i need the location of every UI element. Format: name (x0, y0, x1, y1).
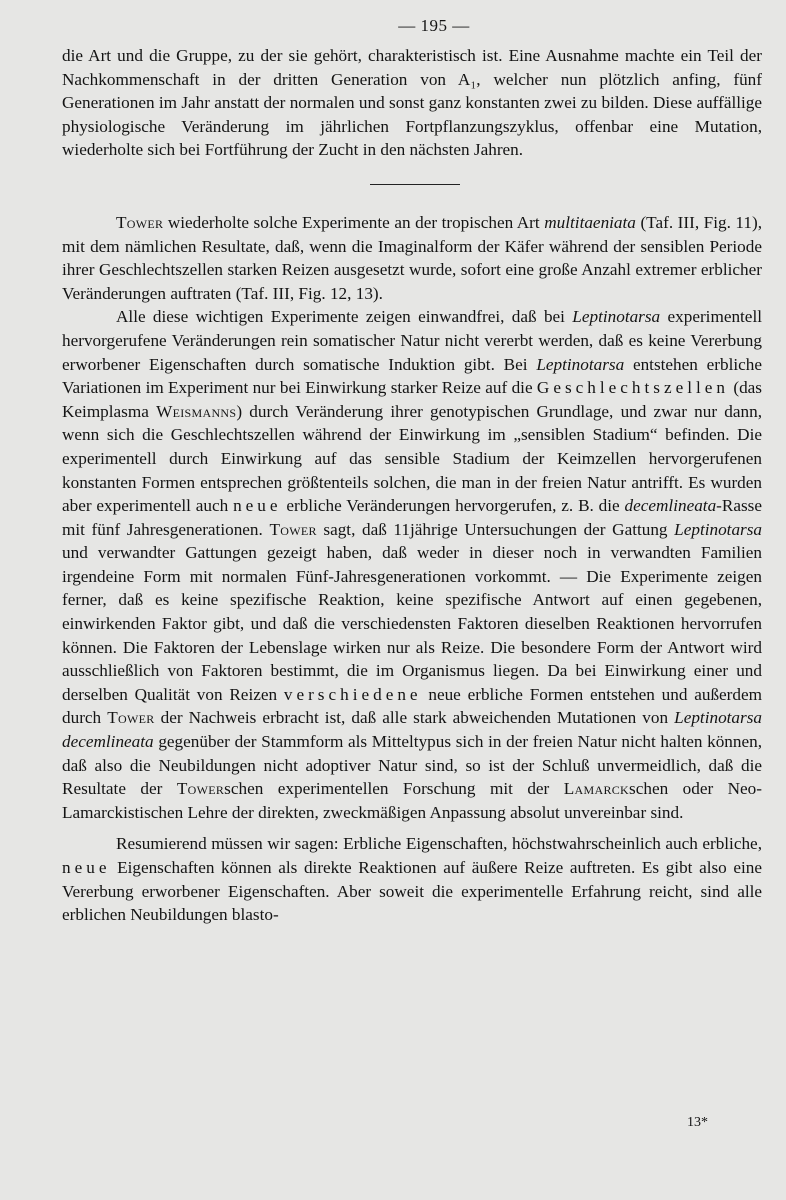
text-run: Alle diese wichtigen Experimente zeigen einwandfrei, daß bei (116, 307, 573, 327)
page-number: — 195 — (398, 16, 470, 35)
author-name: Tower (107, 708, 155, 728)
text-run: erbliche Veränderungen hervorgerufen, z. B. die (281, 496, 625, 516)
author-name: Tower (269, 519, 317, 539)
emphasis-spaced: neue (233, 496, 282, 516)
text-run: gegenüber der Stammform als Mitteltypus sich in der freien Natur nicht halten können, daß also die Neubildungen nicht adoptiver Natur sind, so ist der Schluß unvermeidlich, daß die Resultate der (62, 732, 762, 799)
species-name: decemlineata (624, 496, 717, 516)
author-name: Lamarck (563, 779, 630, 799)
signature-mark: 13* (687, 1115, 708, 1130)
text-run: und verwandter Gattungen gezeigt haben, daß weder in dieser noch in verwandten Familien irgendeine Form mit normalen Fünf-Jahresgenerationen vorkommt. — Die Experimente zeigen ferner, daß es keine spezifische Reaktion, keine spezifische Antwort auf einen gegebenen, einwirkenden Faktor gibt, und daß die verschiedensten Faktoren dieselben Reaktionen hervorrufen können. Die Faktoren der Lebenslage wirken nur als Reize. Die besondere Form der Antwort wird ausschließlich von Faktoren bestimmt, die im Organismus liegen. Da bei Einwirkung einer und derselben Qualität von Reizen (62, 543, 762, 704)
species-name: Leptinotarsa decemlineata (62, 708, 762, 752)
text-run: schen experimentellen Forschung mit der (224, 779, 564, 799)
paragraph-summary (62, 832, 762, 926)
text-run: neue erbliche Formen entstehen und außerdem durch (62, 684, 762, 728)
text-run: ) durch Veränderung ihrer genotypischen Grundlage, und zwar nur dann, wenn sich die Geschlechtszellen während der Einwirkung im „sensiblen Stadium“ befinden. Die experimentell durch Einwirkung auf das sensible Stadium der Keimzellen hervorgerufenen konstanten Formen entsprechen größtenteils solchen, die man in der freien Natur antrifft. Es wurden aber experimentell auch (62, 401, 762, 516)
text-run: schen oder Neo-Lamarckistischen Lehre der direkten, zweckmäßigen Anpassung absolut unvereinbar sind. (62, 779, 762, 822)
genus-name: Leptinotarsa (572, 307, 661, 327)
genus-name: Leptinotarsa (536, 354, 625, 374)
text-run: Resumierend müssen wir sagen: Erbliche Eigenschaften, höchstwahrscheinlich auch erbliche, (116, 834, 762, 854)
emphasis-spaced: Geschlechtszellen (536, 378, 729, 398)
text-run: experimentell hervorgerufene Veränderungen rein somatischer Natur nicht vererbt werden, daß es keine Vererbung erworbener Eigenschaften durch somatische Induktion gibt. Bei (62, 307, 762, 374)
author-name: Weismanns (156, 401, 237, 421)
text-run: wiederholte solche Experimente an der tropischen Art (163, 212, 545, 232)
genus-name: Leptinotarsa (674, 519, 763, 539)
text-run: -Rasse mit fünf Jahresgenerationen. (62, 496, 762, 539)
author-name: Tower (176, 779, 225, 799)
author-name: Tower (116, 212, 164, 232)
emphasis-spaced: neue (62, 858, 111, 877)
text-run: sagt, daß 11jährige Untersuchungen der Gattung (316, 519, 675, 539)
text-run: Eigenschaften können als direkte Reaktionen auf äußere Reize auftreten. Es gibt also eine Vererbung erworbener Eigenschaften. Aber soweit die experimentelle Erfahrung reicht, sind alle erblichen Neubildungen blasto- (62, 858, 762, 925)
text-run: (das Keimplasma (62, 378, 762, 421)
emphasis-spaced: verschiedene (283, 684, 422, 704)
paragraph-continuation: die Art und die Gruppe, zu der sie gehört, charakteristisch ist. Eine Ausnahme machte ein Teil der Nachkommenschaft in der dritten Generation von A₁, welcher nun plötzlich anfing, fünf Generationen im Jahr anstatt der normalen und sonst ganz konstanten zwei zu bilden. Diese auffällige physiologische Veränderung im jährlichen Fortpflanzungszyklus, offenbar eine Mutation, wiederholte sich bei Fortführung der Zucht in den nächsten Jahren. (62, 46, 762, 160)
species-name: multitaeniata (544, 212, 636, 232)
section-separator (370, 184, 460, 185)
text-run: entstehen erbliche Variationen im Experiment nur bei Einwirkung starker Reize auf die (62, 354, 762, 398)
paragraph-conclusions (62, 305, 762, 824)
text-run: (Taf. III, Fig. 11), mit dem nämlichen Resultate, daß, wenn die Imaginalform der Käfer während der sensiblen Periode ihrer Geschlechtszellen starken Reizen ausgesetzt wurde, sofort eine große Anzahl extremer erblicher Veränderungen auftraten (Taf. III, Fig. 12, 13). (62, 212, 763, 303)
paragraph-tower-experiments (62, 211, 762, 305)
text-run: der Nachweis erbracht ist, daß alle stark abweichenden Mutationen von (154, 708, 675, 728)
